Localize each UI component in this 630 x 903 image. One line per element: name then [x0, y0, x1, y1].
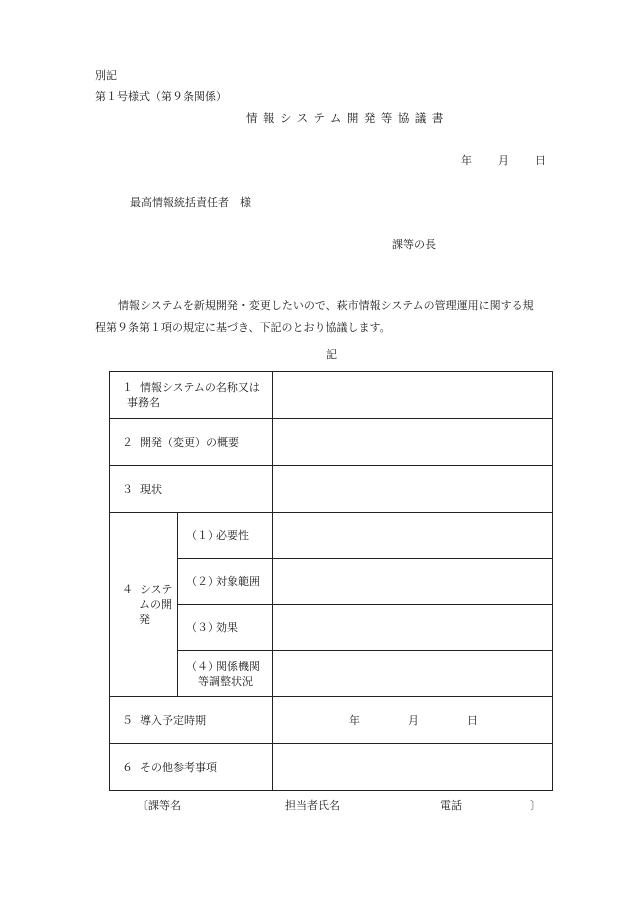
row5-text: 導入予定時期 — [140, 713, 206, 727]
row5-month: 月 — [408, 714, 419, 727]
row4-number: ４ — [122, 583, 133, 596]
body-line-2: 程第９条第１項の規定に基づき、下記のとおり協議します。 — [95, 321, 391, 334]
addressee: 最高情報統括責任者 様 — [130, 196, 251, 209]
row4-sub4-entry[interactable] — [273, 651, 553, 697]
sender: 課等の長 — [392, 238, 436, 251]
row3-label — [110, 466, 273, 513]
row4-line1: システ — [140, 583, 173, 596]
row5-label — [110, 697, 273, 744]
row3-text: 現状 — [140, 482, 162, 496]
row4-label — [110, 513, 178, 697]
table-row — [110, 513, 553, 559]
row1-line1: 情報システムの名称又は — [140, 381, 260, 394]
sub4-line1: 関係機関 — [216, 659, 260, 673]
row6-number: ６ — [122, 760, 133, 774]
annex-label: 別記 — [95, 69, 117, 82]
row6-entry[interactable] — [273, 744, 553, 791]
row2-number: ２ — [122, 435, 133, 449]
footer-close: 〕 — [530, 799, 541, 812]
document-title: 情報システム開発等協議書 — [246, 111, 449, 125]
row2-text: 開発（変更）の概要 — [140, 435, 239, 449]
sub1-number: （１） — [186, 529, 219, 542]
row3-entry[interactable] — [273, 466, 553, 513]
sub1-text: 必要性 — [216, 529, 249, 542]
row4-sub2-entry[interactable] — [273, 559, 553, 605]
row1-number: １ — [122, 381, 133, 394]
form-number: 第１号様式（第９条関係） — [95, 90, 227, 103]
date-day: 日 — [535, 154, 546, 167]
row4-line2: ムの開発 — [139, 598, 172, 626]
row1-entry[interactable] — [273, 372, 553, 419]
row3-number: ３ — [122, 482, 133, 496]
body-paragraph — [95, 295, 565, 339]
table-row — [110, 419, 553, 466]
row1-line2: 事務名 — [127, 396, 160, 409]
row2-label — [110, 419, 273, 466]
date-month: 月 — [498, 154, 509, 167]
footer-person: 担当者氏名 — [285, 799, 340, 812]
row2-entry[interactable] — [273, 419, 553, 466]
row5-year: 年 — [349, 714, 360, 727]
table-row — [110, 744, 553, 791]
sub2-number: （２） — [186, 575, 219, 588]
row1-label — [110, 372, 273, 419]
table-row — [110, 697, 553, 744]
row4-sub3-entry[interactable] — [273, 605, 553, 651]
sub4-line2: 等調整状況 — [198, 674, 253, 688]
ki-label: 記 — [326, 348, 337, 361]
row4-sub2-label — [178, 559, 273, 605]
form-table — [109, 371, 553, 791]
row4-sub4-label — [178, 651, 273, 697]
sub4-number: （４） — [186, 659, 219, 673]
footer-phone: 電話 — [440, 799, 462, 812]
body-line-1: 情報システムを新規開発・変更したいので、萩市情報システムの管理運用に関する規 — [118, 299, 534, 312]
row6-label — [110, 744, 273, 791]
sub3-number: （３） — [186, 621, 219, 634]
sub2-text: 対象範囲 — [216, 575, 260, 588]
row4-sub3-label — [178, 605, 273, 651]
sub3-text: 効果 — [216, 621, 238, 634]
row4-sub1-label — [178, 513, 273, 559]
row5-number: ５ — [122, 713, 133, 727]
row4-sub1-entry[interactable] — [273, 513, 553, 559]
footer-dept: 〔課等名 — [137, 799, 181, 812]
date-year: 年 — [461, 154, 472, 167]
row5-entry[interactable] — [273, 697, 553, 744]
table-row — [110, 372, 553, 419]
table-row — [110, 466, 553, 513]
row5-day: 日 — [467, 714, 478, 727]
row6-text: その他参考事項 — [140, 760, 217, 774]
